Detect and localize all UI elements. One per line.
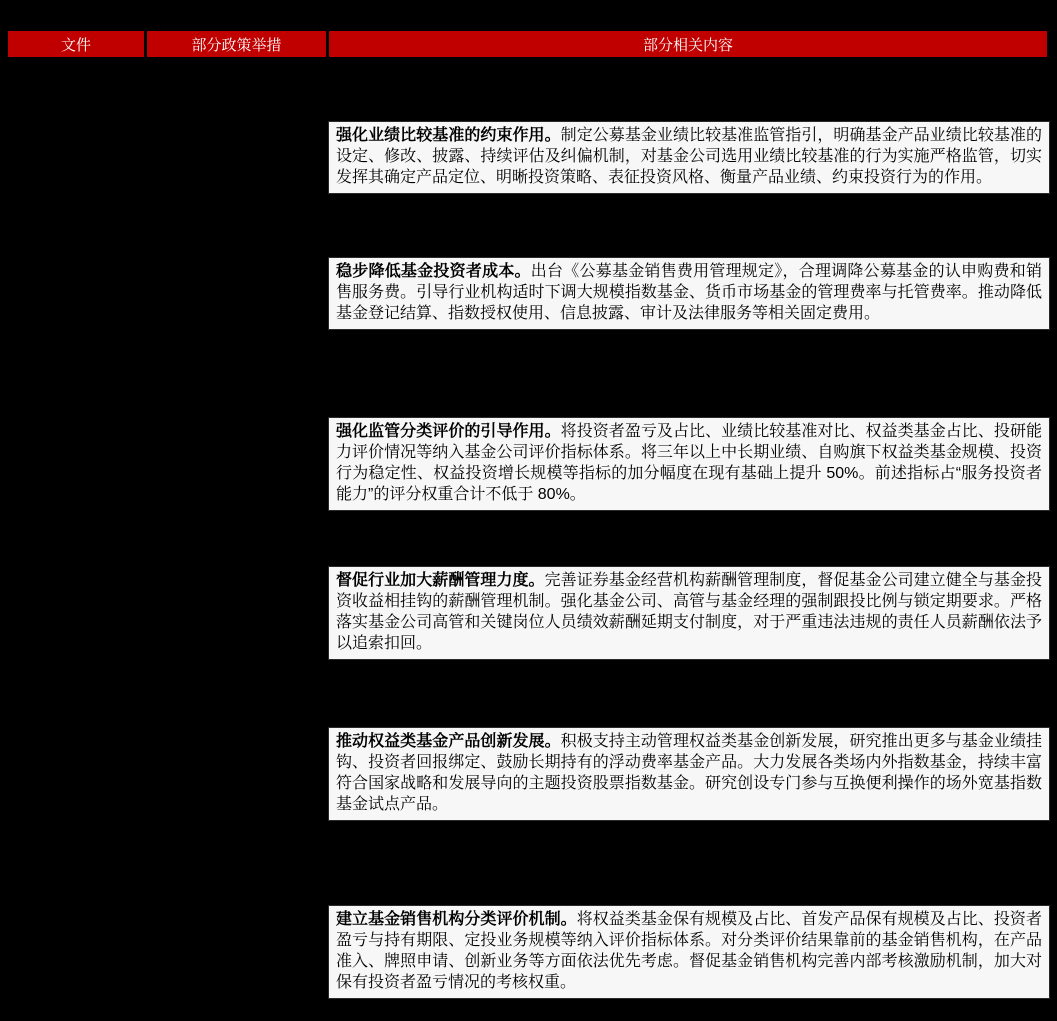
content-card-title: 强化业绩比较基准的约束作用。 bbox=[336, 127, 561, 144]
content-card-body: 制定公募基金业绩比较基准监管指引，明确基金产品业绩比较基准的设定、修改、披露、持续评估及纠偏机制，对基金公司选用业绩比较基准的行为实施严格监管，切实发挥其确定产品定位、明晰投资策略、表征投资风格、衡量产品业绩、约束投资行为的作用。 bbox=[336, 127, 1042, 186]
content-card-title: 强化监管分类评价的引导作用。 bbox=[336, 423, 561, 440]
content-card-body: 出台《公募基金销售费用管理规定》，合理调降公募基金的认申购费和销售服务费。引导行业机构适时下调大规模指数基金、货币市场基金的管理费率与托管费率。推动降低基金登记结算、指数授权使用、信息披露、审计及法律服务等相关固定费用。 bbox=[336, 263, 1042, 322]
header-cell-file: 文件 bbox=[8, 31, 144, 57]
content-card-title: 建立基金销售机构分类评价机制。 bbox=[336, 911, 577, 928]
content-card-title: 督促行业加大薪酬管理力度。 bbox=[336, 572, 545, 589]
content-card-salary-management bbox=[328, 566, 1050, 660]
content-card-body: 完善证券基金经营机构薪酬管理制度，督促基金公司建立健全与基金投资收益相挂钩的薪酬管理机制。强化基金公司、高管与基金经理的强制跟投比例与锁定期要求。严格落实基金公司高管和关键岗位人员绩效薪酬延期支付制度，对于严重违法违规的责任人员薪酬依法予以追索扣回。 bbox=[336, 572, 1042, 652]
file-column-area bbox=[8, 57, 144, 1021]
content-card-title: 推动权益类基金产品创新发展。 bbox=[336, 733, 561, 750]
content-card-body: 将投资者盈亏及占比、业绩比较基准对比、权益类基金占比、投研能力评价情况等纳入基金公司评价指标体系。将三年以上中长期业绩、自购旗下权益类基金规模、投资行为稳定性、权益投资增长规模等指标的加分幅度在现有基础上提升 50%。前述指标占“服务投资者能力”的评分权重合计不低于 80%。 bbox=[336, 423, 1042, 503]
content-card-body: 积极支持主动管理权益类基金创新发展，研究推出更多与基金业绩挂钩、投资者回报绑定、鼓励长期持有的浮动费率基金产品。大力发展各类场内外指数基金，持续丰富符合国家战略和发展导向的主题投资股票指数基金。研究创设专门参与互换便利操作的场外宽基指数基金试点产品。 bbox=[336, 733, 1042, 813]
content-card-lower-investor-cost bbox=[328, 257, 1050, 330]
content-card-title: 稳步降低基金投资者成本。 bbox=[336, 263, 531, 280]
content-card-benchmark-constraint bbox=[328, 121, 1050, 194]
content-card-sales-agency-evaluation bbox=[328, 905, 1050, 999]
content-card-body: 将权益类基金保有规模及占比、首发产品保有规模及占比、投资者盈亏与持有期限、定投业务规模等纳入评价指标体系。对分类评价结果靠前的基金销售机构，在产品准入、牌照申请、创新业务等方面依法优先考虑。督促基金销售机构完善内部考核激励机制，加大对保有投资者盈亏情况的考核权重。 bbox=[336, 911, 1042, 991]
header-cell-policy-measures: 部分政策举措 bbox=[147, 31, 326, 57]
content-card-equity-fund-innovation bbox=[328, 727, 1050, 821]
policy-measures-column-area bbox=[147, 57, 326, 1021]
content-card-classified-evaluation-guidance bbox=[328, 417, 1050, 511]
header-cell-related-content: 部分相关内容 bbox=[329, 31, 1047, 57]
table-header-row bbox=[8, 31, 1047, 57]
